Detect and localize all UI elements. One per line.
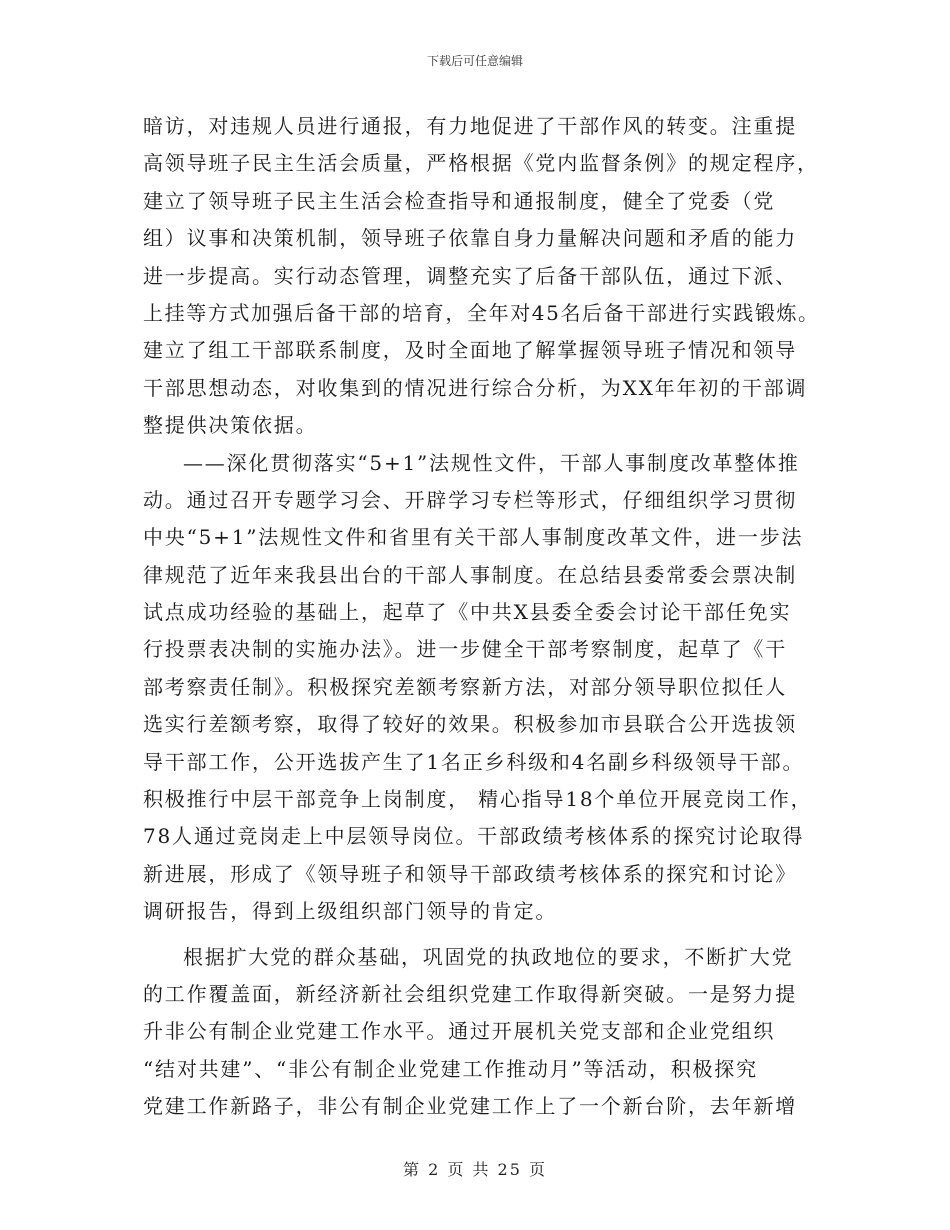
text-line: 升非公有制企业党建工作水平。通过开展机关党支部和企业党组织 [143,1019,776,1044]
text-line: 党建工作新路子，非公有制企业党建工作上了一个新台阶，去年新增 [143,1094,797,1119]
text-line: 组）议事和决策机制，领导班子依靠自身力量解决问题和矛盾的能力 [143,226,797,251]
text-line: 新进展，形成了《领导班子和领导干部政绩考核体系的探究和讨论》 [143,861,797,886]
text-line: 高领导班子民主生活会质量，严格根据《党内监督条例》的规定程序， [143,151,819,176]
paragraph-start-line: 根据扩大党的群众基础，巩固党的执政地位的要求，不断扩大党 [183,944,794,969]
text-line: 选实行差额考察，取得了较好的效果。积极参加市县联合公开选拔领 [143,712,797,737]
text-line: 暗访，对违规人员进行通报，有力地促进了干部作风的转变。注重提 [143,114,797,138]
text-line: 导干部工作，公开选拔产生了1名正乡科级和4名副乡科级领导干部。 [143,749,805,774]
page-header: 下载后可任意编辑 [426,54,523,68]
text-line: 行投票表决制的实施办法》。进一步健全干部考察制度，起草了《干 [143,637,787,662]
text-line: “结对共建”、“非公有制企业党建工作推动月”等活动，积极探究 [143,1056,758,1081]
text-line: 律规范了近年来我县出台的干部人事制度。在总结县委常委会票决制 [143,562,797,587]
text-line: 部考察责任制》。积极探究差额考察新方法，对部分领导职位拟任人 [143,674,787,699]
text-line: 整提供决策依据。 [143,413,318,438]
text-line: 的工作覆盖面，新经济新社会组织党建工作取得新突破。一是努力提 [143,981,797,1006]
text-line: 调研报告，得到上级组织部门领导的肯定。 [143,899,558,924]
text-line: 积极推行中层干部竞争上岗制度， 精心指导18个单位开展竞岗工作， [143,787,813,812]
text-line: 中央“5+1”法规性文件和省里有关干部人事制度改革文件，进一步法 [143,525,804,550]
text-line: 动。通过召开专题学习会、开辟学习专栏等形式，仔细组织学习贯彻 [143,487,797,512]
text-line: 试点成功经验的基础上，起草了《中共X县委全委会讨论干部任免实 [143,600,792,625]
paragraph-start-line: ——深化贯彻落实“5+1”法规性文件，干部人事制度改革整体推 [183,450,800,475]
page-number-footer: 第 2 页 共 25 页 [403,1160,547,1179]
document-body [143,108,823,1126]
text-line: 上挂等方式加强后备干部的培育，全年对45名后备干部进行实践锻炼。 [143,300,820,325]
text-line: 建立了组工干部联系制度，及时全面地了解掌握领导班子情况和领导 [143,338,797,363]
text-line: 78人通过竞岗走上中层领导岗位。干部政绩考核体系的探究讨论取得 [143,824,805,849]
text-line: 干部思想动态，对收集到的情况进行综合分析，为XX年年初的干部调 [143,375,808,400]
text-line: 建立了领导班子民主生活会检查指导和通报制度，健全了党委（党 [143,188,776,213]
text-line: 进一步提高。实行动态管理，调整充实了后备干部队伍，通过下派、 [143,263,797,288]
